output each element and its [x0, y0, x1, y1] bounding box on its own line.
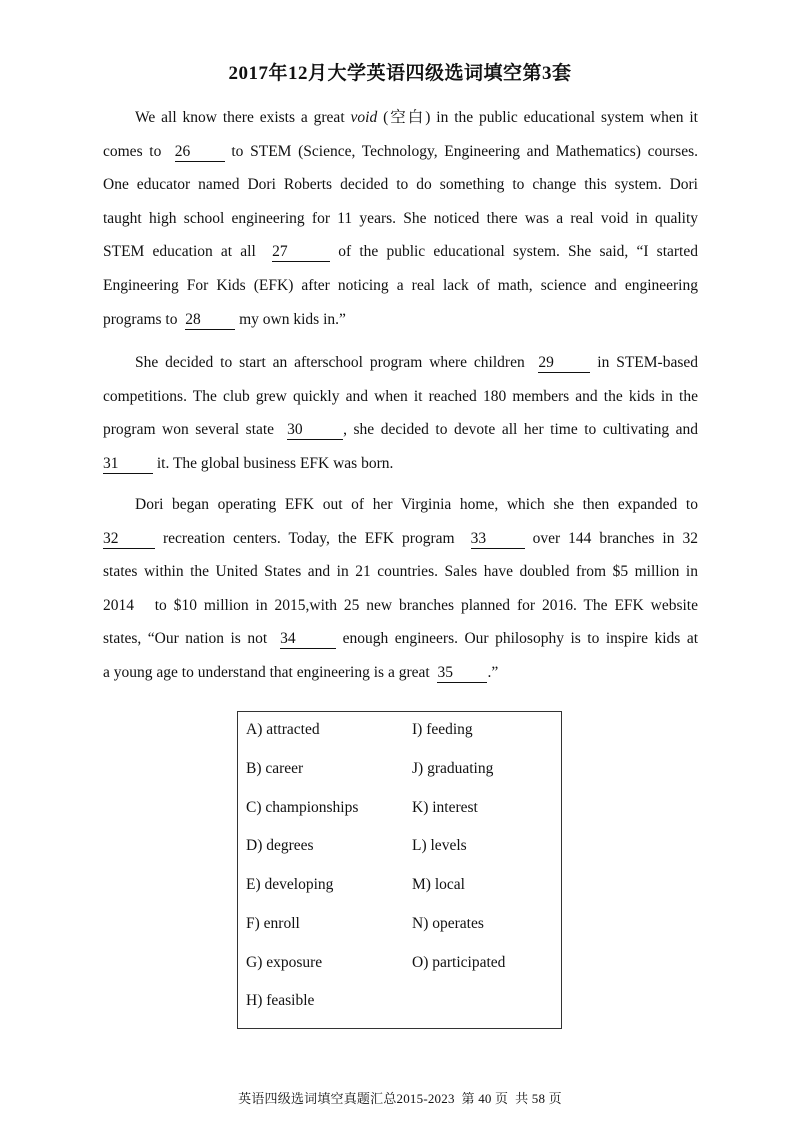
- blank-32[interactable]: 32: [103, 530, 155, 549]
- option-b[interactable]: B) career: [246, 760, 304, 777]
- blank-28[interactable]: 28: [185, 311, 235, 330]
- text: comes to: [103, 142, 169, 160]
- text: states, “Our nation is not: [103, 630, 274, 648]
- option-n[interactable]: N) operates: [412, 915, 484, 932]
- para1-line-3: One educator named Dori Roberts decided to do something to change this system. Dori: [103, 176, 698, 194]
- option-a[interactable]: A) attracted: [246, 721, 320, 738]
- text: program won several state: [103, 421, 281, 439]
- blank-29[interactable]: 29: [538, 354, 590, 373]
- text: of the public educational system. She said, “I started: [330, 243, 698, 261]
- option-o[interactable]: O) participated: [412, 954, 506, 971]
- para1-line-7: [103, 303, 698, 337]
- text: recreation centers. Today, the EFK program: [155, 529, 463, 547]
- text: to STEM (Science, Technology, Engineering and Mathematics) courses.: [224, 142, 699, 160]
- text: She decided to start an afterschool program where children: [135, 354, 532, 371]
- blank-35[interactable]: 35: [437, 664, 487, 683]
- para3-line-2: [103, 522, 698, 556]
- text: enough engineers. Our philosophy is to inspire kids at: [336, 630, 699, 648]
- para2-line-1: [103, 346, 698, 380]
- option-i[interactable]: I) feeding: [412, 721, 473, 738]
- option-g[interactable]: G) exposure: [246, 954, 323, 971]
- blank-26[interactable]: 26: [175, 143, 225, 162]
- text: it. The global business EFK was born.: [153, 454, 394, 472]
- para1-line-4: taught high school engineering for 11 years. She noticed there was a real void in quality: [103, 209, 698, 227]
- para2-line-3: [103, 413, 698, 447]
- blank-31[interactable]: 31: [103, 455, 153, 474]
- option-d[interactable]: D) degrees: [246, 837, 314, 854]
- word-bank-box: [237, 711, 562, 1029]
- para3-line-1: Dori began operating EFK out of her Virginia home, which she then expanded to: [135, 496, 698, 513]
- paragraph-3: [103, 488, 698, 690]
- option-l[interactable]: L) levels: [412, 837, 467, 854]
- option-j[interactable]: J) graduating: [412, 760, 494, 777]
- text: We all know there exists a great: [135, 109, 351, 126]
- para2-line-4: [103, 447, 698, 481]
- option-h[interactable]: H) feasible: [246, 992, 315, 1009]
- para1-line-1: [103, 101, 698, 135]
- para3-line-4: 2014 to $10 million in 2015,with 25 new branches planned for 2016. The EFK website: [103, 596, 698, 614]
- text: .”: [487, 663, 499, 681]
- paragraph-2: [103, 346, 698, 480]
- paragraph-1: [103, 101, 698, 336]
- para2-line-2: competitions. The club grew quickly and when it reached 180 members and the kids in the: [103, 387, 698, 405]
- para3-line-6: [103, 656, 698, 690]
- para1-line-5: [103, 235, 698, 269]
- para3-line-5: [103, 622, 698, 656]
- text: programs to: [103, 310, 182, 328]
- text: STEM education at all: [103, 243, 264, 261]
- option-c[interactable]: C) championships: [246, 799, 359, 816]
- option-f[interactable]: F) enroll: [246, 915, 300, 932]
- text: in STEM-based: [590, 354, 698, 371]
- blank-30[interactable]: 30: [287, 421, 343, 440]
- text: a young age to understand that engineering is a great: [103, 663, 434, 681]
- para1-line-6: Engineering For Kids (EFK) after noticing a real lack of math, science and engineering: [103, 276, 698, 294]
- blank-34[interactable]: 34: [280, 630, 336, 649]
- option-m[interactable]: M) local: [412, 876, 465, 893]
- option-k[interactable]: K) interest: [412, 799, 478, 816]
- blank-33[interactable]: 33: [471, 530, 525, 549]
- page-footer: 英语四级选词填空真题汇总2015-2023 第 40 页 共 58 页: [238, 1091, 562, 1106]
- text: , she decided to devote all her time to cultivating and: [343, 421, 699, 439]
- void-word: void: [350, 109, 378, 126]
- text: my own kids in.”: [235, 310, 346, 328]
- text: over 144 branches in 32: [524, 529, 698, 547]
- page-title: 2017年12月大学英语四级选词填空第3套: [228, 63, 572, 84]
- para1-line-2: [103, 135, 698, 169]
- option-e[interactable]: E) developing: [246, 876, 334, 893]
- para3-line-3: states within the United States and in 21 countries. Sales have doubled from $5 million in: [103, 563, 698, 581]
- text: (空白) in the public educational system when it: [377, 109, 698, 126]
- blank-27[interactable]: 27: [272, 243, 330, 262]
